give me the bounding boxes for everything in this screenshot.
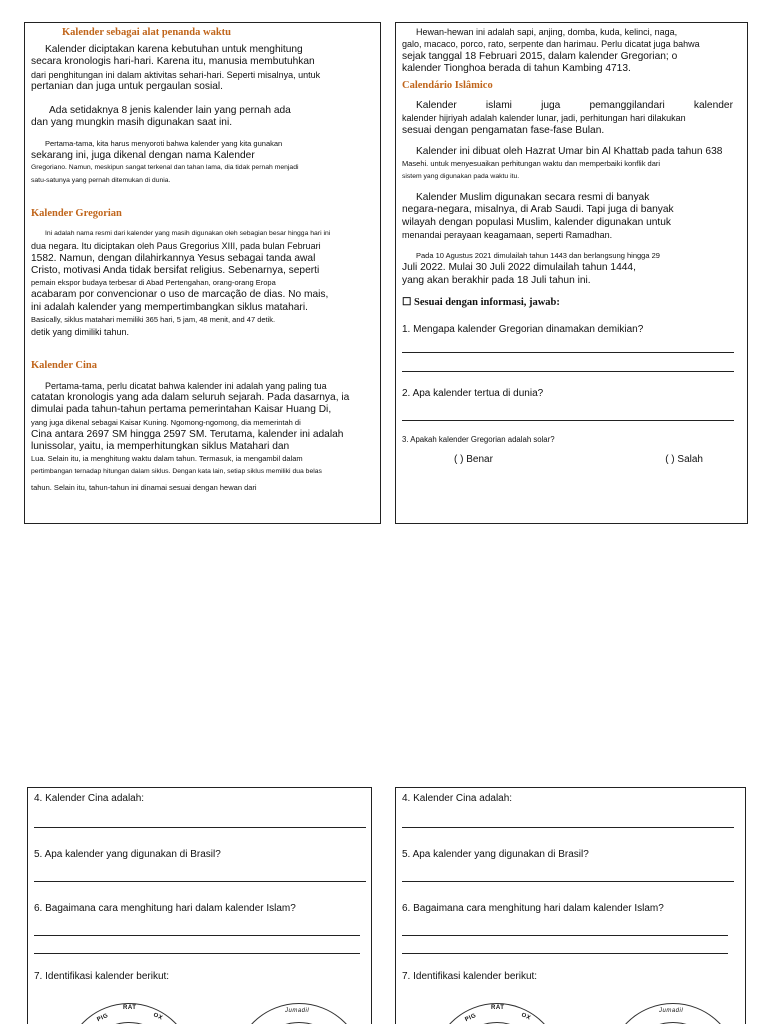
answer-line[interactable] <box>34 827 366 828</box>
chinese-zodiac-wheel-image <box>64 1003 194 1024</box>
text-line: Pertama-tama, perlu dicatat bahwa kalender ini adalah yang paling tua <box>45 380 327 391</box>
wheel-label: Jumadil <box>285 1008 310 1014</box>
text-line: wilayah dengan populasi Muslim, kalender digunakan untuk <box>402 216 672 228</box>
text-line: dimulai pada tahun-tahun pertama pemerintahan Kaisar Huang Di, <box>31 404 332 416</box>
answer-line[interactable] <box>402 827 734 828</box>
islamic-paragraph-3 <box>402 192 748 241</box>
text-line: yang akan berakhir pada 18 Juli tahun ini. <box>402 274 591 286</box>
text-line: lunissolar, yaitu, ia memperhitungkan siklus Matahari dan <box>31 441 290 453</box>
true-false-options <box>402 454 748 465</box>
text-line: galo, macaco, porco, rato, serpente dan harimau. Perlu dicatat juga bahwa <box>402 39 700 50</box>
question-5: 5. Apa kalender yang digunakan di Brasil? <box>402 849 589 860</box>
gregorian-paragraph <box>31 228 381 339</box>
question-7: 7. Identifikasi kalender berikut: <box>34 971 170 982</box>
text-line: tahun. Selain itu, tahun-tahun ini dinamai sesuai dengan hewan dari <box>31 483 257 493</box>
text-line: sesuai dengan pengamatan fase-fase Bulan. <box>402 124 605 136</box>
answer-line[interactable] <box>402 935 728 936</box>
text-line: 1582. Namun, dengan dilahirkannya Yesus sebagai tanda awal <box>31 252 316 264</box>
text-line: sistem yang digunakan pada waktu itu. <box>402 172 520 180</box>
answer-line[interactable] <box>34 881 366 882</box>
question-6: 6. Bagaimana cara menghitung hari dalam kalender Islam? <box>34 903 296 914</box>
text-line: satu-satunya yang pernah ditemukan di dunia. <box>31 176 171 184</box>
text-line: Kalender ini dibuat oleh Hazrat Umar bin Al Khattab pada tahun 638 <box>416 146 723 158</box>
text-line: Pada 10 Agustus 2021 dimulailah tahun 1443 dan berlangsung hingga 29 <box>416 251 660 261</box>
text-line: Lua. Selain itu, ia menghitung waktu dalam tahun. Termasuk, ia mengambil dalam <box>31 454 303 464</box>
text-line: negara-negara, misalnya, di Arab Saudi. Tapi juga di banyak <box>402 204 674 216</box>
animals-paragraph <box>402 26 748 75</box>
instruction-text: Sesuai dengan informasi, jawab: <box>414 297 560 309</box>
types-paragraph <box>31 105 381 130</box>
chinese-heading: Kalender Cina <box>31 359 98 371</box>
text-line: Ini adalah nama resmi dari kalender yang masih digunakan oleh sebagian besar hingga hari ini <box>45 229 331 237</box>
chinese-paragraph <box>31 380 381 495</box>
wheel-label: PIG <box>464 1012 478 1024</box>
right-text-column <box>395 22 748 524</box>
islamic-paragraph-1 <box>402 100 748 137</box>
islamic-heading: Calendário Islâmico <box>402 80 493 92</box>
text-line: ini adalah kalender yang mempertimbangkan siklus matahari. <box>31 301 308 313</box>
text-line: kalender hijriyah adalah kalender lunar, jadi, perhitungan hari dilakukan <box>402 113 686 124</box>
intro-paragraph <box>31 44 381 93</box>
text-line: menandai perayaan keagamaan, seperti Ramadhan. <box>402 229 613 240</box>
answer-line[interactable] <box>402 352 734 353</box>
answer-line[interactable] <box>34 935 360 936</box>
answer-line[interactable] <box>402 881 734 882</box>
islamic-months-wheel-image <box>608 1003 738 1024</box>
text-line: dan yang mungkin masih digunakan saat ini. <box>31 117 233 129</box>
gregorian-heading: Kalender Gregorian <box>31 207 122 219</box>
text-line: pemain ekspor budaya terbesar di Abad Pertengahan, orang-orang Eropa <box>31 278 276 288</box>
question-2: 2. Apa kalender tertua di dunia? <box>402 388 544 400</box>
question-6: 6. Bagaimana cara menghitung hari dalam kalender Islam? <box>402 903 664 914</box>
text-line: Pertama-tama, kita harus menyoroti bahwa kalender yang kita gunakan <box>45 138 283 148</box>
islamic-paragraph-2 <box>402 146 748 183</box>
question-3: 3. Apakah kalender Gregorian adalah solar? <box>402 435 555 445</box>
question-5: 5. Apa kalender yang digunakan di Brasil? <box>34 849 221 860</box>
answer-line[interactable] <box>34 953 360 954</box>
text-line: Hewan-hewan ini adalah sapi, anjing, domba, kuda, kelinci, naga, <box>416 27 678 37</box>
answer-line[interactable] <box>402 953 728 954</box>
wheel-label: RAT <box>491 1005 505 1011</box>
wheel-label: OX <box>520 1012 532 1022</box>
text-line: Basically, siklus matahari memiliki 365 hari, 5 jam, 48 menit, and 47 detik. <box>31 315 276 325</box>
intro-heading: Kalender sebagai alat penanda waktu <box>62 27 231 38</box>
chinese-zodiac-wheel-image <box>432 1003 562 1024</box>
text-line: catatan kronologis yang ada dalam seluruh sejarah. Pada dasarnya, ia <box>31 391 350 403</box>
text-line: Kalender islami juga pemanggilandari kalender <box>416 100 733 112</box>
answer-line[interactable] <box>402 420 734 421</box>
text-line: dari penghitungan ini dalam aktivitas sehari-hari. Seperti misalnya, untuk <box>31 69 321 80</box>
instruction-heading <box>402 296 748 309</box>
text-line: yang juga dikenal sebagai Kaisar Kuning. Ngomong-ngomong, dia memerintah di <box>31 417 301 427</box>
text-line: Masehi. untuk menyesuaikan perhitungan waktu dan memperbaiki konflik dari <box>402 159 661 169</box>
text-line: Cina antara 2697 SM hingga 2597 SM. Terutama, kalender ini adalah <box>31 428 344 440</box>
text-line: Cristo, motivasi Anda tidak bersifat religius. Sebenarnya, seperti <box>31 264 320 276</box>
text-line: kalender Tionghoa berada di tahun Kambing 4713. <box>402 62 631 74</box>
text-line: pertanian dan juga untuk pergaulan sosial. <box>31 80 224 92</box>
text-line: Kalender diciptakan karena kebutuhan untuk menghitung <box>45 44 303 55</box>
text-line: acabaram por convencionar o uso de marcação de dias. No mais, <box>31 289 329 301</box>
text-line: Ada setidaknya 8 jenis kalender lain yang pernah ada <box>49 105 291 117</box>
text-line: sejak tanggal 18 Februari 2015, dalam kalender Gregorian; o <box>402 50 678 62</box>
question-1: 1. Mengapa kalender Gregorian dinamakan demikian? <box>402 324 644 336</box>
left-text-column <box>24 22 381 524</box>
text-line: dua negara. Itu diciptakan oleh Paus Gregorius XIII, pada bulan Februari <box>31 241 321 252</box>
islamic-months-wheel-image <box>234 1003 364 1024</box>
text-line: detik yang dimiliki tahun. <box>31 327 130 338</box>
wheel-label: PIG <box>96 1012 110 1024</box>
option-benar[interactable]: ( ) Benar <box>454 454 493 466</box>
text-line: sekarang ini, juga dikenal dengan nama Kalender <box>31 150 255 162</box>
wheel-label: Jumadil <box>659 1008 684 1014</box>
checkbox-icon: ☐ <box>402 297 412 309</box>
question-7: 7. Identifikasi kalender berikut: <box>402 971 538 982</box>
text-line: Juli 2022. Mulai 30 Juli 2022 dimulailah tahun 1444, <box>402 262 636 274</box>
question-4: 4. Kalender Cina adalah: <box>402 793 513 804</box>
option-salah[interactable]: ( ) Salah <box>665 454 703 466</box>
wheel-label: RAT <box>123 1005 137 1011</box>
text-line: pertimbangan ternadap hitungan dalam siklus. Dengan kata lain, setiap siklus memiliki dua belas <box>31 467 322 475</box>
text-line: secara kronologis hari-hari. Karena itu, manusia membutuhkan <box>31 56 315 68</box>
wheel-label: OX <box>152 1012 164 1022</box>
lower-left-worksheet <box>27 787 372 1024</box>
answer-line[interactable] <box>402 371 734 372</box>
islamic-paragraph-4 <box>402 250 748 287</box>
gregoriano-paragraph <box>31 138 381 187</box>
text-line: Gregoriano. Namun, meskipun sangat terkenal dan tahan lama, dia tidak pernah menjadi <box>31 164 299 172</box>
text-line: Kalender Muslim digunakan secara resmi di banyak <box>416 191 650 203</box>
lower-right-worksheet <box>395 787 746 1024</box>
question-4: 4. Kalender Cina adalah: <box>34 793 145 804</box>
